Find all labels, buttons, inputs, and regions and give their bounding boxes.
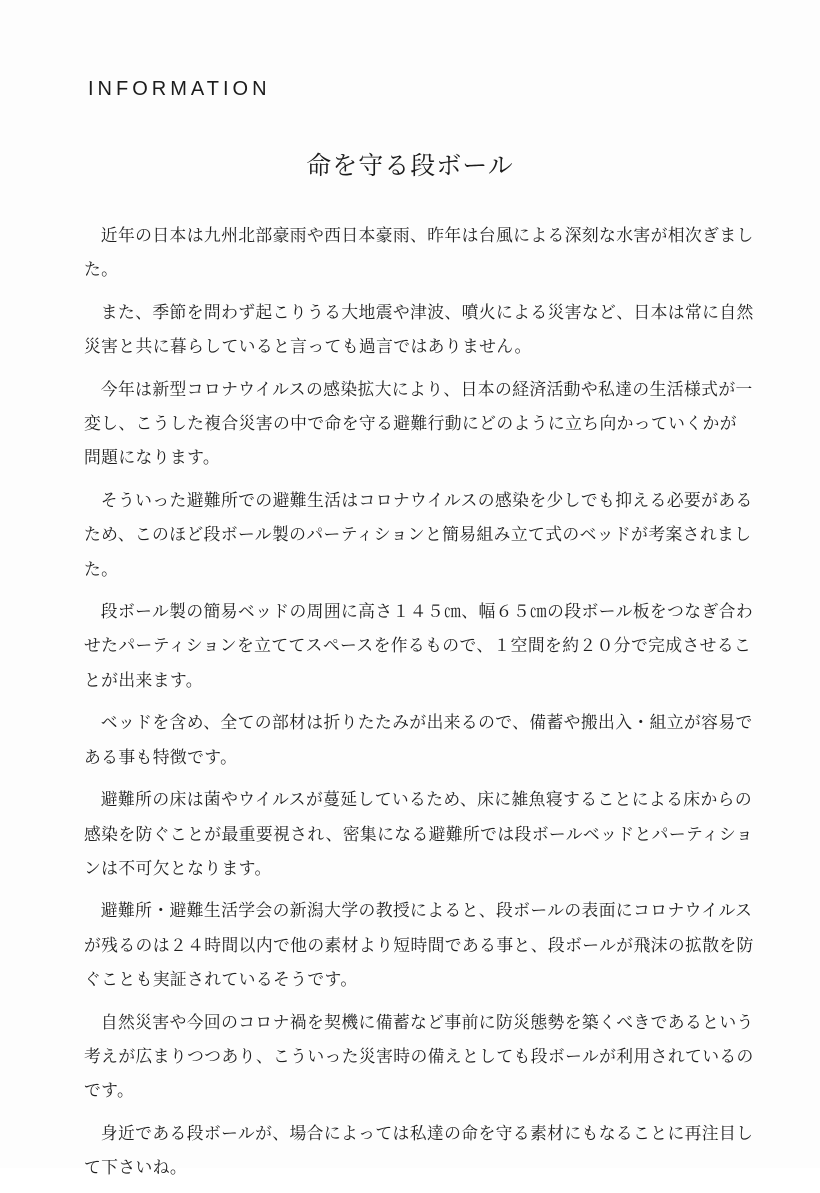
paragraph: ベッドを含め、全ての部材は折りたたみが出来るので、備蓄や搬出入・組立が容易である事も特徴です。 [84,712,753,767]
paragraph: 自然災害や今回のコロナ禍を契機に備蓄など事前に防災態勢を築くべきであるという考えが広まりつつあり、こういった災害時の備えとしても段ボールが利用されているのです。 [84,1011,754,1101]
paragraph: 身近である段ボールが、場合によっては私達の命を守る素材にもなることに再注目して下さいね。 [84,1122,754,1178]
paragraph: 今年は新型コロナウイルスの感染拡大により、日本の経済活動や私達の生活様式が一変し、こうした複合災害の中で命を守る避難行動にどのように立ち向かっていくかが問題になります。 [84,378,753,468]
paragraph: また、季節を問わず起こりうる大地震や津波、噴火による災害など、日本は常に自然災害と共に暮らしていると言っても過言ではありません。 [84,301,754,357]
article-body [84,218,754,1193]
page-title: 命を守る段ボール [306,151,514,180]
section-label: INFORMATION [88,78,271,100]
paragraph: 段ボール製の簡易ベッドの周囲に高さ１４５㎝、幅６５㎝の段ボール板をつなぎ合わせたパーティションを立ててスペースを作るもので、１空間を約２０分で完成させることが出来ます。 [84,601,754,690]
paragraph: 避難所・避難生活学会の新潟大学の教授によると、段ボールの表面にコロナウイルスが残るのは２４時間以内で他の素材より短時間である事と、段ボールが飛沫の拡散を防ぐことも実証されているそうです。 [84,900,754,990]
paragraph: 近年の日本は九州北部豪雨や西日本豪雨、昨年は台風による深刻な水害が相次ぎました。 [84,225,754,280]
paragraph: 避難所の床は菌やウイルスが蔓延しているため、床に雑魚寝することによる床からの感染を防ぐことが最重要視され、密集になる避難所では段ボールベッドとパーティションは不可欠となります。 [84,789,754,878]
paragraph: そういった避難所での避難生活はコロナウイルスの感染を少しでも抑える必要があるため、このほど段ボール製のパーティションと簡易組み立て式のベッドが考案されました。 [84,489,753,579]
